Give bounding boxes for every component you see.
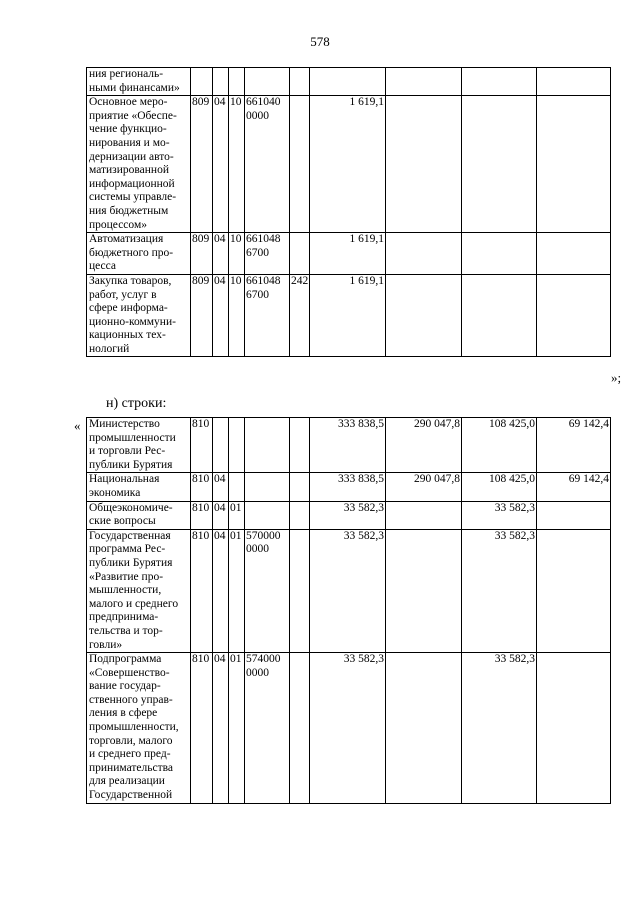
amount-cell-3 <box>462 96 537 233</box>
amount-cell-2 <box>386 653 462 804</box>
section-code-cell: 04 <box>213 233 229 275</box>
target-article-cell <box>245 68 290 96</box>
amount-cell-3: 33 582,3 <box>462 501 537 529</box>
amount-cell-3: 108 425,0 <box>462 473 537 501</box>
target-article-cell <box>245 418 290 473</box>
amount-cell-2: 290 047,8 <box>386 418 462 473</box>
section-code-cell: 04 <box>213 473 229 501</box>
table-row <box>87 233 611 275</box>
amount-cell-1: 333 838,5 <box>310 473 386 501</box>
target-article-cell: 574000 0000 <box>245 653 290 804</box>
target-article-cell <box>245 501 290 529</box>
amount-cell-4 <box>537 501 611 529</box>
table-row <box>87 418 611 473</box>
expense-type-cell <box>290 529 310 652</box>
amount-cell-4 <box>537 96 611 233</box>
table-row <box>87 274 611 357</box>
budget-table-continuation-body <box>87 68 611 357</box>
row-name-cell: Государственная программа Рес- публики Бурятия «Развитие про- мышленности, малого и среднего предпринима- тельства и тор- говли» <box>87 529 191 652</box>
amount-cell-1: 1 619,1 <box>310 274 386 357</box>
amount-cell-1: 33 582,3 <box>310 501 386 529</box>
section-code-cell: 04 <box>213 96 229 233</box>
amount-cell-4 <box>537 233 611 275</box>
target-article-cell: 570000 0000 <box>245 529 290 652</box>
section-code-cell: 04 <box>213 274 229 357</box>
expense-type-cell <box>290 473 310 501</box>
row-name-cell: Закупка товаров, работ, услуг в сфере информа- ционно-коммуни- кационных тех- нологий <box>87 274 191 357</box>
amount-cell-3: 33 582,3 <box>462 529 537 652</box>
amount-cell-1: 1 619,1 <box>310 96 386 233</box>
subsection-code-cell <box>229 473 245 501</box>
admin-code-cell: 810 <box>191 653 213 804</box>
amount-cell-2 <box>386 274 462 357</box>
row-name-cell: Автоматизация бюджетного про- цесса <box>87 233 191 275</box>
row-name-cell: Основное меро- приятие «Обеспе- чение функцио- нирования и мо- дернизации авто- матизированной информационной системы управле- ния бюджетным процессом» <box>87 96 191 233</box>
row-name-cell: Общеэкономиче- ские вопросы <box>87 501 191 529</box>
subsection-code-cell: 10 <box>229 233 245 275</box>
amount-cell-4 <box>537 529 611 652</box>
subsection-code-cell: 10 <box>229 274 245 357</box>
admin-code-cell <box>191 68 213 96</box>
target-article-cell: 661040 0000 <box>245 96 290 233</box>
admin-code-cell: 809 <box>191 96 213 233</box>
row-name-cell: ния региональ- ными финансами» <box>87 68 191 96</box>
section-code-cell: 04 <box>213 529 229 652</box>
amount-cell-2: 290 047,8 <box>386 473 462 501</box>
target-article-cell: 661048 6700 <box>245 233 290 275</box>
amount-cell-4 <box>537 68 611 96</box>
section-code-cell <box>213 68 229 96</box>
section-heading: н) строки: <box>106 396 167 411</box>
admin-code-cell: 810 <box>191 473 213 501</box>
amount-cell-1: 1 619,1 <box>310 233 386 275</box>
section-code-cell <box>213 418 229 473</box>
page-number: 578 <box>310 34 330 49</box>
budget-table-new-rows-body <box>87 418 611 804</box>
admin-code-cell: 810 <box>191 529 213 652</box>
amount-cell-1: 33 582,3 <box>310 653 386 804</box>
subsection-code-cell: 01 <box>229 501 245 529</box>
target-article-cell: 661048 6700 <box>245 274 290 357</box>
amount-cell-3: 108 425,0 <box>462 418 537 473</box>
table-row <box>87 529 611 652</box>
amount-cell-1: 333 838,5 <box>310 418 386 473</box>
subsection-code-cell <box>229 418 245 473</box>
budget-table-continuation <box>86 67 611 357</box>
amount-cell-2 <box>386 529 462 652</box>
amount-cell-3 <box>462 233 537 275</box>
row-name-cell: Министерство промышленности и торговли Рес- публики Бурятия <box>87 418 191 473</box>
expense-type-cell: 242 <box>290 274 310 357</box>
row-name-cell: Подпрограмма «Совершенство- вание государ- ственного управ- ления в сфере промышленности, торговли, малого и среднего пред- принимательства для реализации Государственной <box>87 653 191 804</box>
amount-cell-1: 33 582,3 <box>310 529 386 652</box>
amount-cell-4 <box>537 274 611 357</box>
expense-type-cell <box>290 418 310 473</box>
row-name-cell: Национальная экономика <box>87 473 191 501</box>
subsection-code-cell: 10 <box>229 96 245 233</box>
expense-type-cell <box>290 233 310 275</box>
subsection-code-cell: 01 <box>229 529 245 652</box>
admin-code-cell: 810 <box>191 418 213 473</box>
amount-cell-4: 69 142,4 <box>537 418 611 473</box>
expense-type-cell <box>290 501 310 529</box>
amount-cell-2 <box>386 233 462 275</box>
expense-type-cell <box>290 96 310 233</box>
table-row <box>87 473 611 501</box>
amount-cell-3: 33 582,3 <box>462 653 537 804</box>
opening-quote: « <box>74 418 81 433</box>
amount-cell-2 <box>386 501 462 529</box>
amount-cell-3 <box>462 68 537 96</box>
admin-code-cell: 810 <box>191 501 213 529</box>
amount-cell-3 <box>462 274 537 357</box>
admin-code-cell: 809 <box>191 233 213 275</box>
section-code-cell: 04 <box>213 653 229 804</box>
amount-cell-4 <box>537 653 611 804</box>
amount-cell-1 <box>310 68 386 96</box>
closing-quote: »; <box>611 370 622 385</box>
table-row <box>87 653 611 804</box>
section-code-cell: 04 <box>213 501 229 529</box>
amount-cell-2 <box>386 68 462 96</box>
table-row <box>87 68 611 96</box>
table-row <box>87 501 611 529</box>
admin-code-cell: 809 <box>191 274 213 357</box>
subsection-code-cell <box>229 68 245 96</box>
expense-type-cell <box>290 653 310 804</box>
target-article-cell <box>245 473 290 501</box>
expense-type-cell <box>290 68 310 96</box>
amount-cell-2 <box>386 96 462 233</box>
amount-cell-4: 69 142,4 <box>537 473 611 501</box>
table-row <box>87 96 611 233</box>
budget-table-new-rows <box>86 417 611 804</box>
subsection-code-cell: 01 <box>229 653 245 804</box>
